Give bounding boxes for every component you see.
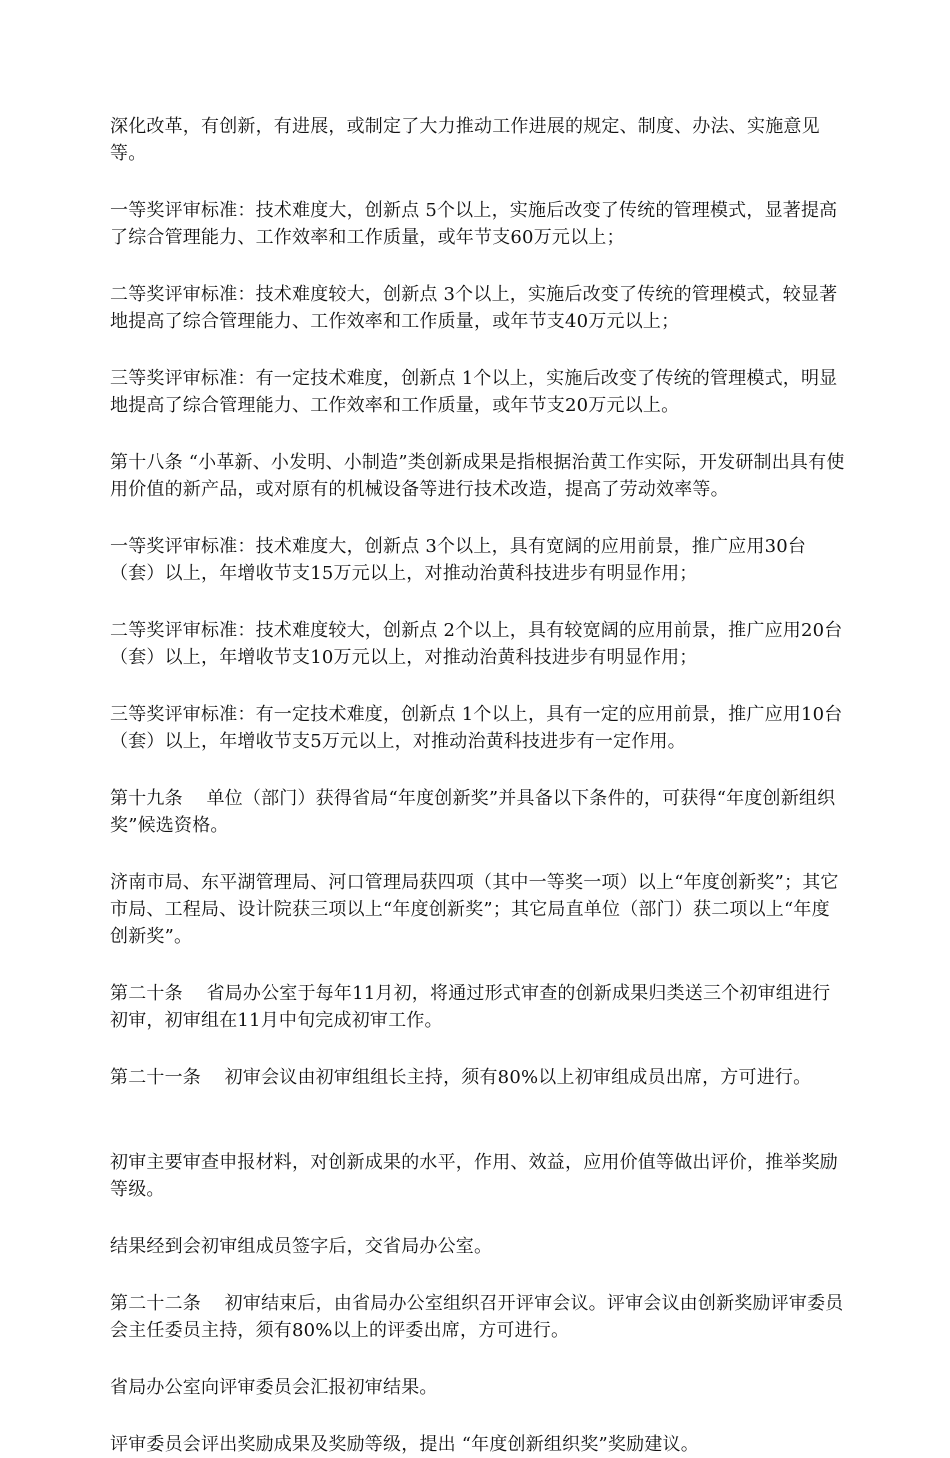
paragraph-article-20: 第二十条 省局办公室于每年11月初，将通过形式审查的创新成果归类送三个初审组进行初审，初审组在11月中旬完成初审工作。: [110, 983, 831, 1031]
paragraph-invention-second-prize: 二等奖评审标准：技术难度较大，创新点 2个以上，具有较宽阔的应用前景，推广应用20台（套）以上，年增收节支10万元以上，对推动治黄科技进步有明显作用；: [110, 620, 843, 668]
paragraph-article-22: 第二十二条 初审结束后，由省局办公室组织召开评审会议。评审会议由创新奖励评审委员会主任委员主持，须有80%以上的评委出席，方可进行。: [110, 1293, 844, 1341]
paragraph-article-19: 第十九条 单位（部门）获得省局“年度创新奖”并具备以下条件的，可获得“年度创新组织奖”候选资格。: [110, 788, 836, 836]
paragraph-mgmt-third-prize: 三等奖评审标准：有一定技术难度，创新点 1个以上，实施后改变了传统的管理模式，明显地提高了综合管理能力、工作效率和工作质量，或年节支20万元以上。: [110, 368, 838, 416]
paragraph-committee-decision: 评审委员会评出奖励成果及奖励等级，提出 “年度创新组织奖”奖励建议。: [110, 1434, 699, 1455]
paragraph-preliminary-review: 初审主要审查申报材料，对创新成果的水平，作用、效益，应用价值等做出评价，推举奖励等级。: [110, 1152, 838, 1200]
paragraph-invention-first-prize: 一等奖评审标准：技术难度大，创新点 3个以上，具有宽阔的应用前景，推广应用30台（套）以上，年增收节支15万元以上，对推动治黄科技进步有明显作用；: [110, 536, 807, 584]
paragraph-preliminary-result: 结果经到会初审组成员签字后，交省局办公室。: [110, 1236, 493, 1257]
document-body: [110, 113, 845, 1458]
paragraph-organization-conditions: 济南市局、东平湖管理局、河口管理局获四项（其中一等奖一项）以上“年度创新奖”；其它市局、工程局、设计院获三项以上“年度创新奖”；其它局直单位（部门）获二项以上“年度创新奖”。: [110, 872, 839, 947]
paragraph-article-18: 第十八条 “小革新、小发明、小制造”类创新成果是指根据治黄工作实际，开发研制出具有使用价值的新产品，或对原有的机械设备等进行技术改造，提高了劳动效率等。: [110, 452, 845, 500]
paragraph-reform: 深化改革，有创新，有进展，或制定了大力推动工作进展的规定、制度、办法、实施意见等。: [110, 116, 820, 164]
paragraph-mgmt-first-prize: 一等奖评审标准：技术难度大，创新点 5个以上，实施后改变了传统的管理模式，显著提高了综合管理能力、工作效率和工作质量，或年节支60万元以上；: [110, 200, 838, 248]
paragraph-mgmt-second-prize: 二等奖评审标准：技术难度较大，创新点 3个以上，实施后改变了传统的管理模式，较显著地提高了综合管理能力、工作效率和工作质量，或年节支40万元以上；: [110, 284, 838, 332]
paragraph-article-21: 第二十一条 初审会议由初审组组长主持，须有80%以上初审组成员出席，方可进行。: [110, 1067, 812, 1088]
paragraph-invention-third-prize: 三等奖评审标准：有一定技术难度，创新点 1个以上，具有一定的应用前景，推广应用10台（套）以上，年增收节支5万元以上，对推动治黄科技进步有一定作用。: [110, 704, 843, 752]
paragraph-office-report: 省局办公室向评审委员会汇报初审结果。: [110, 1377, 438, 1398]
